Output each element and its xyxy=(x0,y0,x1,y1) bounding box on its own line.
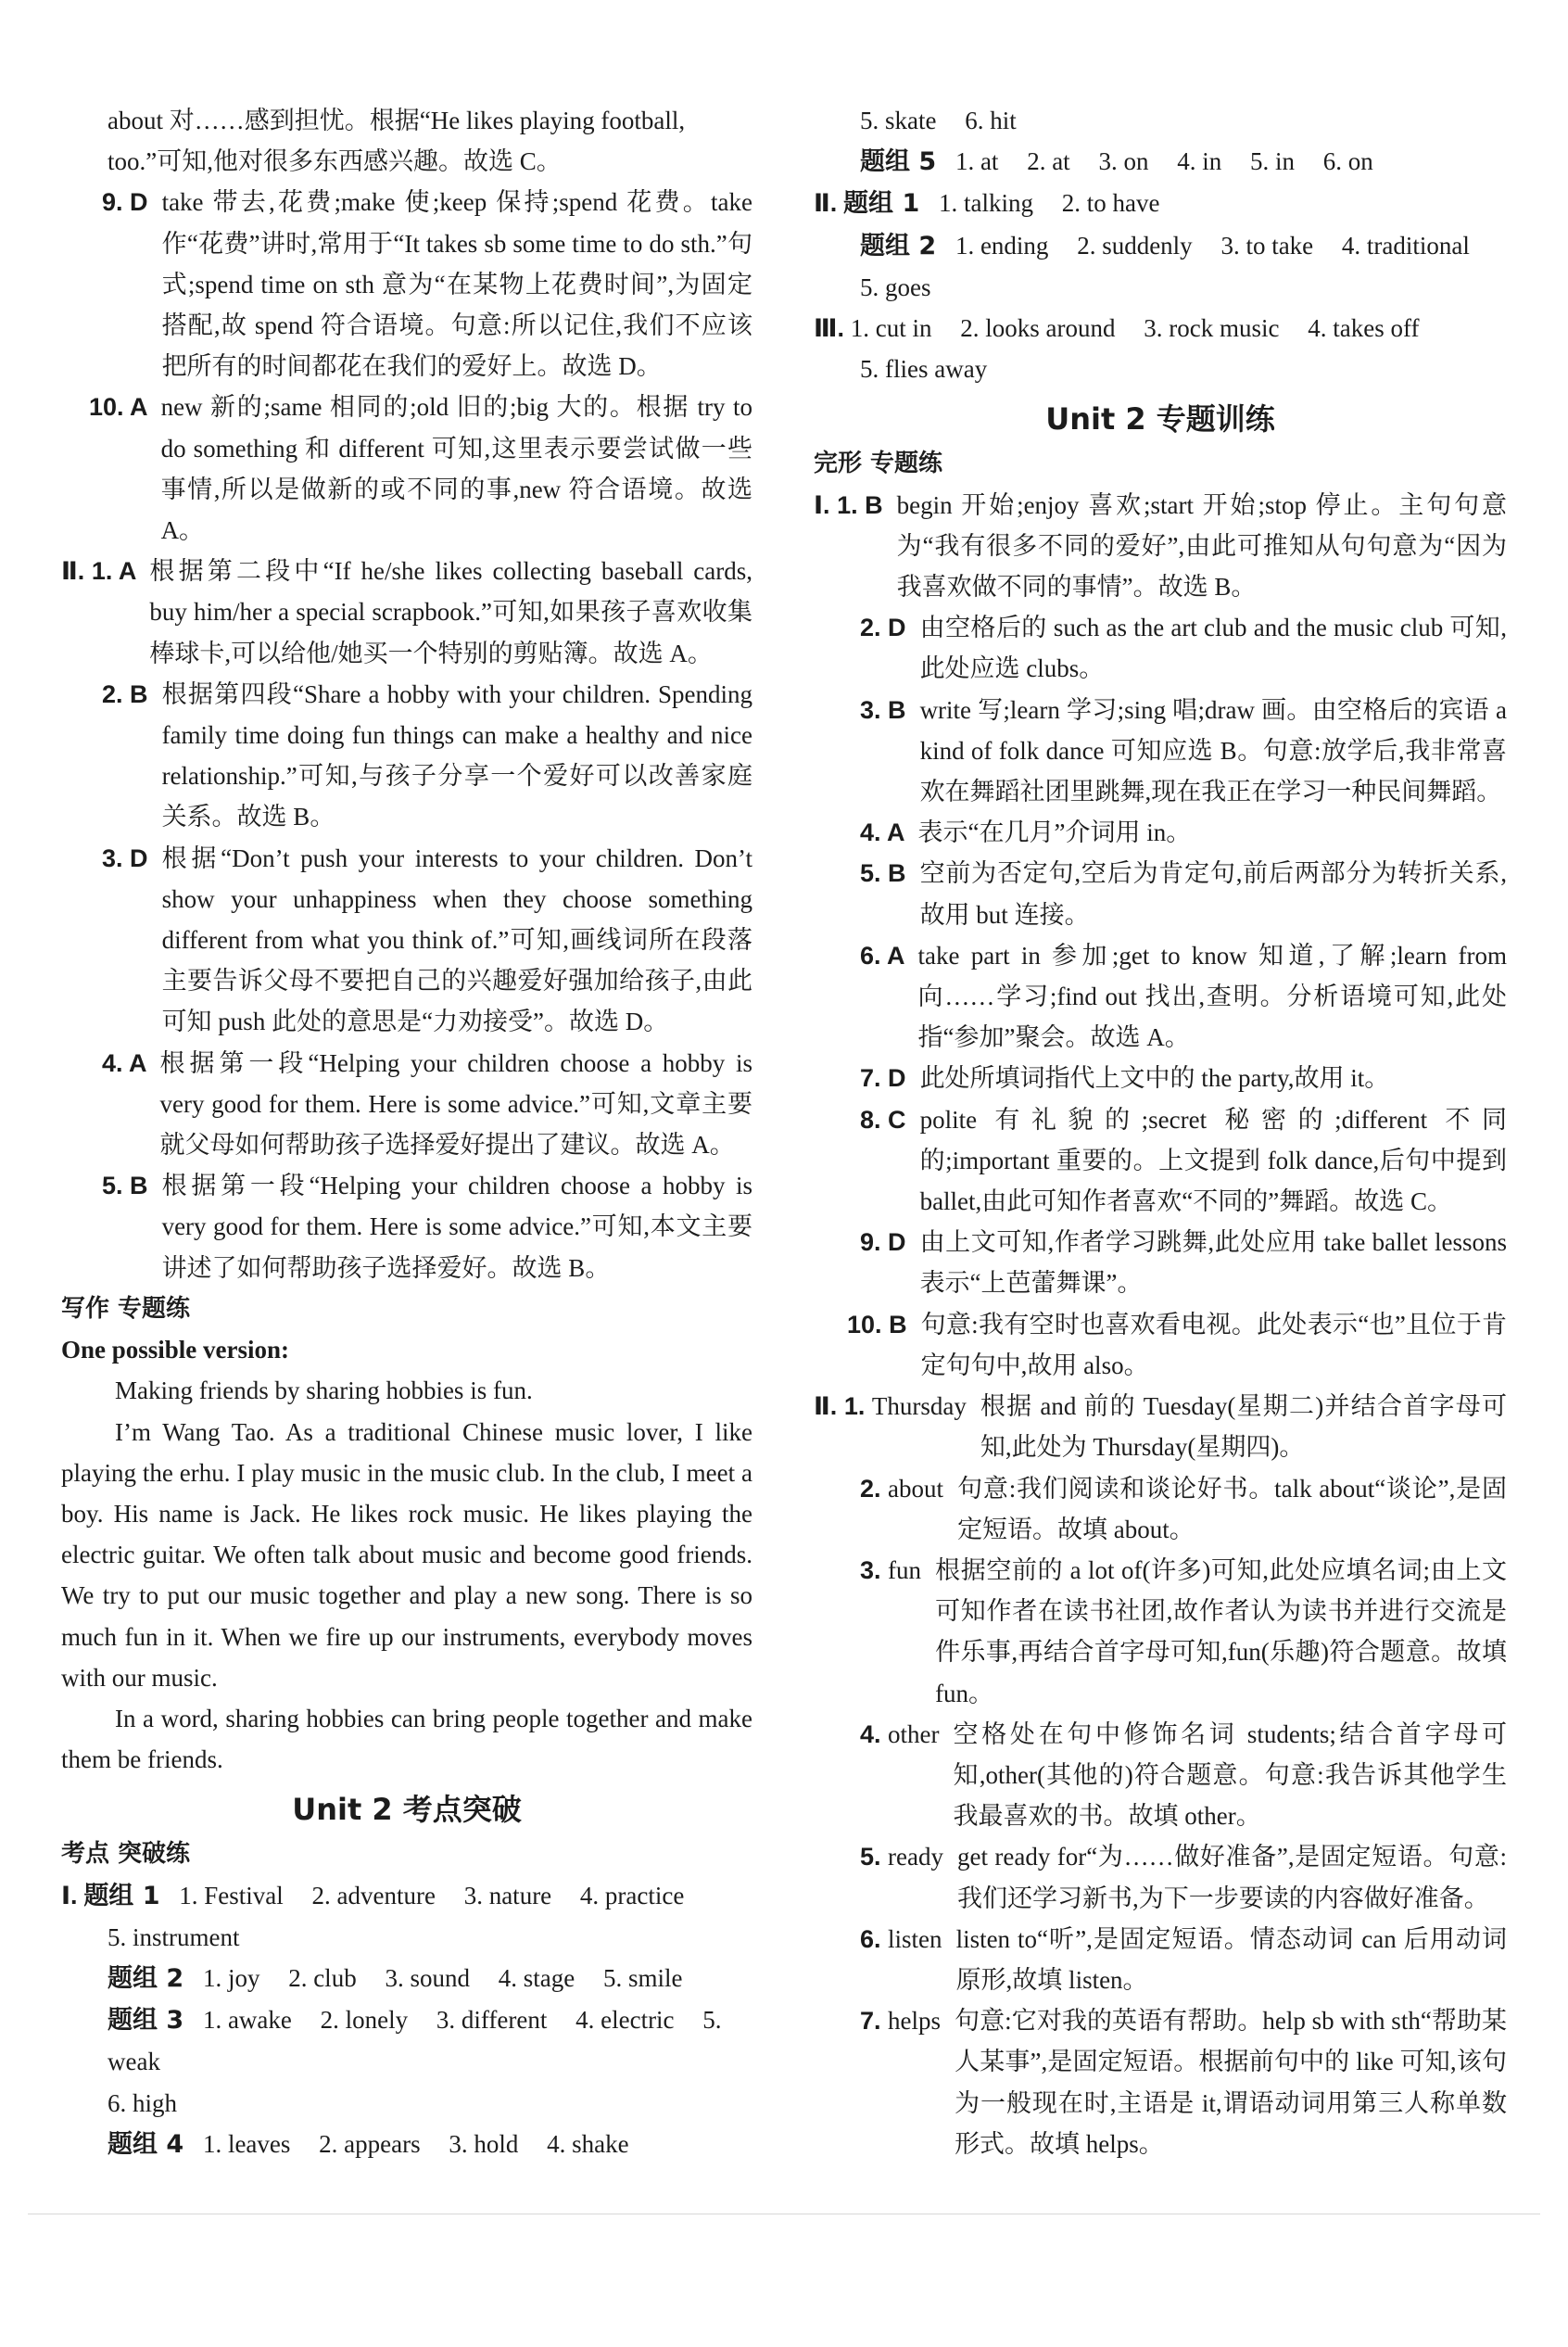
answer-word: 5. in xyxy=(1249,147,1295,176)
answer-word: 4. shake xyxy=(547,2129,629,2158)
cloze-item-5 xyxy=(814,853,1507,934)
essay-paragraph: In a word, sharing hobbies can bring people together and make them be friends. xyxy=(61,1704,752,1774)
item-number: 2. about xyxy=(860,1474,944,1503)
explanation: 根据空前的 a lot of(许多)可知,此处应填名词;由上文可知作者在读书社团,故作者认为读书并进行交流是件乐事,再结合首字母可知,fun(乐趣)符合题意。故填 fun。 xyxy=(935,1555,1507,1707)
section-number: Ⅰ. xyxy=(61,1881,78,1909)
explanation: take 带去,花费;make 使;keep 保持;spend 花费。take 作“花费”讲时,常用于“It takes sb some time to do sth.”句式;spend time on sth 意为“在某物上花费时间”,为固定搭配,故 spend 符合语境。句意:所以记住,我们不应该把所有的时间都花在我们的爱好上。故选 D。 xyxy=(161,188,752,381)
group-label: 题组 4 xyxy=(107,2129,184,2159)
answer-word: 3. on xyxy=(1098,147,1149,176)
explanation: begin 开始;enjoy 喜欢;start 开始;stop 停止。主句句意为“我有很多不同的爱好”,由此可推知从句句意为“因为我喜欢做不同的事情”。故选 B。 xyxy=(896,490,1507,602)
answer-word: 1. joy xyxy=(202,1963,260,1992)
section2-group-2 xyxy=(814,225,1507,267)
group-label: 题组 5 xyxy=(860,147,937,177)
explanation: 根据“Don’t push your interests to your children. Don’t show your unhappiness when they choose something different from what you think of.”可知,画线词所在段落主要告诉父母不要把自己的兴趣爱好强加给孩子,由此可知 push 此处的意思是“力劝接受”。故选 D。 xyxy=(161,844,752,1036)
reading-item-2 xyxy=(61,674,752,838)
explanation: 此处所填词指代上文中的 the party,故用 it。 xyxy=(919,1064,1390,1093)
explanation: 根据第一段“Helping your children choose a hobby is very good for them. Here is some advice.”可知,本文主要讲述了如何帮助孩子选择爱好。故选 B。 xyxy=(161,1172,752,1282)
item-number: 4. A xyxy=(102,1048,146,1077)
item-number: 6. A xyxy=(860,941,904,970)
cloze-item-9 xyxy=(814,1222,1507,1303)
left-column xyxy=(61,100,752,2165)
item-number: 4. A xyxy=(860,818,904,847)
answer-word: 2. lonely xyxy=(320,2006,409,2035)
answer-word: 1. Festival xyxy=(179,1881,284,1909)
answer-word: 3. nature xyxy=(463,1881,552,1909)
item-number: 7. D xyxy=(860,1064,906,1093)
group-label: 题组 3 xyxy=(107,2006,184,2036)
item-number: 2. B xyxy=(102,679,148,708)
answer-word: 4. electric xyxy=(575,2006,675,2035)
section-heading: 完形 专题练 xyxy=(814,450,943,478)
item-number: 4. other xyxy=(860,1719,940,1748)
explanation: 由上文可知,作者学习跳舞,此处应用 take ballet lessons 表示“上芭蕾舞课”。 xyxy=(919,1228,1507,1298)
explanation: 表示“在几月”介词用 in。 xyxy=(917,818,1192,847)
section-heading: 考点 突破练 xyxy=(61,1840,191,1869)
answer-word: 3. different xyxy=(436,2006,548,2035)
fill-item-4 xyxy=(814,1714,1507,1837)
answer-word: 5. instrument xyxy=(107,1922,240,1951)
text-line: about 对……感到担忧。根据“He likes playing football, xyxy=(107,107,686,134)
item-number: 7. helps xyxy=(860,2007,942,2036)
explanation: 由空格后的 such as the art club and the music club 可知,此处应选 clubs。 xyxy=(919,614,1507,683)
unit-title: Unit 2 专题训练 xyxy=(1045,401,1275,438)
cloze-item-8 xyxy=(814,1099,1507,1223)
explanation: get ready for“为……做好准备”,是固定短语。句意:我们还学习新书,为下一步要读的内容做好准备。 xyxy=(957,1843,1507,1912)
group-5 xyxy=(814,141,1507,183)
answer-item-9 xyxy=(61,182,752,387)
group-2 xyxy=(61,1958,752,1999)
group-label: 题组 2 xyxy=(107,1963,184,1993)
item-number: 5. B xyxy=(860,859,906,888)
section2-group-1 xyxy=(814,183,1507,224)
explanation: listen to“听”,是固定短语。情态动词 can 后用动词原形,故填 listen。 xyxy=(955,1924,1507,1994)
reading-item-5 xyxy=(61,1165,752,1288)
section3 xyxy=(814,308,1507,349)
group-label: 题组 1 xyxy=(83,1881,160,1910)
cloze-item-3 xyxy=(814,690,1507,813)
answer-word: 2. club xyxy=(288,1963,357,1992)
fill-item-6 xyxy=(814,1919,1507,2000)
explanation: polite 有礼貌的;secret 秘密的;different 不同的;important 重要的。上文提到 folk dance,后句中提到 ballet,由此可知作者喜欢“不同的”舞蹈。故选 C。 xyxy=(919,1105,1507,1216)
answer-word: 4. in xyxy=(1177,147,1222,176)
item-number: 10. A xyxy=(89,393,147,422)
item-number: 3. D xyxy=(102,844,148,872)
answer-word: 6. hit xyxy=(965,107,1017,134)
fill-item-5 xyxy=(814,1836,1507,1918)
item-number: 9. D xyxy=(860,1228,906,1257)
answer-word: 1. awake xyxy=(202,2006,292,2035)
explanation: write 写;learn 学习;sing 唱;draw 画。由空格后的宾语 a kind of folk dance 可知应选 B。句意:放学后,我非常喜欢在舞蹈社团里跳舞,现在我正在学习一种民间舞蹈。 xyxy=(919,695,1507,806)
answer-word: 2. suddenly xyxy=(1077,231,1193,260)
right-column xyxy=(814,100,1507,2164)
possible-version-label: One possible version: xyxy=(61,1336,290,1364)
answer-word: 6. on xyxy=(1322,147,1373,176)
essay-paragraph: Making friends by sharing hobbies is fun. xyxy=(115,1376,533,1405)
fill-item-7 xyxy=(814,2000,1507,2164)
explanation: take part in 参加;get to know 知道,了解;learn from 向……学习;find out 找出,查明。分析语境可知,此处指“参加”聚会。故选 A。 xyxy=(917,941,1507,1052)
section-number: Ⅱ. xyxy=(814,189,838,218)
section-number: Ⅲ. xyxy=(814,314,845,343)
answer-word: 1. at xyxy=(955,147,999,176)
reading-item-3 xyxy=(61,838,752,1043)
answer-word: 4. takes off xyxy=(1308,314,1420,343)
answer-word: 2. looks around xyxy=(960,314,1116,343)
item-number: 3. B xyxy=(860,695,906,724)
answer-word: 2. to have xyxy=(1061,189,1160,218)
item-number: 9. D xyxy=(102,188,148,217)
item-number: 6. listen xyxy=(860,1924,942,1953)
cloze-item-10 xyxy=(814,1304,1507,1386)
group-1 xyxy=(61,1875,752,1917)
item-number: 3. fun xyxy=(860,1555,922,1584)
answer-word: 1. cut in xyxy=(850,314,932,343)
explanation: 根据第一段“Helping your children choose a hobby is very good for them. Here is some advice.”可知,文章主要就父母如何帮助孩子选择爱好提出了建议。故选 A。 xyxy=(159,1048,752,1160)
answer-word: 3. hold xyxy=(449,2129,519,2158)
explanation: 句意:我有空时也喜欢看电视。此处表示“也”且位于肯定句句中,故用 also。 xyxy=(920,1310,1507,1379)
answer-word: 3. rock music xyxy=(1144,314,1280,343)
explanation: 根据第二段中“If he/she likes collecting baseball cards, buy him/her a special scrapbook.”可知,如果孩子喜欢收集棒球卡,可以给他/她买一个特别的剪贴簿。故选 A。 xyxy=(149,557,752,667)
cloze-item-6 xyxy=(814,935,1507,1059)
group-label: 题组 2 xyxy=(860,231,937,260)
item-number: 10. B xyxy=(847,1310,907,1338)
answer-word: 3. sound xyxy=(385,1963,470,1992)
group-4-continued xyxy=(814,100,1507,141)
writing-heading: 写作 专题练 xyxy=(61,1294,191,1323)
reading-item-1 xyxy=(61,551,752,674)
answer-word: 4. traditional xyxy=(1341,231,1470,260)
cloze-item-1 xyxy=(814,485,1507,608)
answer-word: 1. leaves xyxy=(202,2129,291,2158)
group-label: 题组 1 xyxy=(843,189,920,219)
item-number: 5. ready xyxy=(860,1843,944,1871)
answer-word: 5. weak xyxy=(107,2006,722,2076)
group-4 xyxy=(61,2124,752,2165)
cloze-item-7 xyxy=(814,1058,1507,1098)
answer-word: 6. high xyxy=(107,2088,178,2117)
answer-word: 1. ending xyxy=(955,231,1049,260)
answer-word: 2. at xyxy=(1027,147,1070,176)
explanation: 根据第四段“Share a hobby with your children. Spending family time doing fun things can make a healthy and nice relationship.”可知,与孩子分享一个爱好可以改善家庭关系。故选 B。 xyxy=(161,679,752,831)
section-number: Ⅱ. 1. A xyxy=(61,557,136,586)
item-number: 8. C xyxy=(860,1105,906,1134)
unit-title: Unit 2 考点突破 xyxy=(292,1792,522,1828)
q8-continuation xyxy=(61,100,752,182)
explanation: 空格处在句中修饰名词 students;结合首字母可知,other(其他的)符合题意。句意:我告诉其他学生我最喜欢的书。故填 other。 xyxy=(953,1719,1507,1831)
reading-item-4 xyxy=(61,1043,752,1166)
item-number: Ⅱ. 1. Thursday xyxy=(814,1392,967,1421)
answer-word: 4. stage xyxy=(498,1963,575,1992)
item-number: 2. D xyxy=(860,614,906,642)
answer-word: 5. flies away xyxy=(860,355,988,384)
explanation: 空前为否定句,空后为肯定句,前后两部分为转折关系,故用 but 连接。 xyxy=(919,859,1507,929)
explanation: 句意:我们阅读和谈论好书。talk about“谈论”,是固定短语。故填 about。 xyxy=(957,1474,1507,1543)
item-number: 5. B xyxy=(102,1172,148,1200)
explanation: new 新的;same 相同的;old 旧的;big 大的。根据 try to do something 和 different 可知,这里表示要尝试做一些事情,所以是做新的或不同的事,new 符合语境。故选 A。 xyxy=(160,393,752,545)
answer-item-10 xyxy=(61,387,752,551)
answer-word: 5. goes xyxy=(860,273,931,301)
explanation: 句意:它对我的英语有帮助。help sb with sth“帮助某人某事”,是固定短语。根据前句中的 like 可知,该句为一般现在时,主语是 it,谓语动词用第三人称单数形式。故填 helps。 xyxy=(955,2007,1507,2158)
fill-item-3 xyxy=(814,1550,1507,1714)
group-3 xyxy=(61,1999,752,2082)
sample-essay xyxy=(61,1370,752,1780)
answer-word: 1. talking xyxy=(938,189,1033,218)
text-line: too.”可知,他对很多东西感兴趣。故选 C。 xyxy=(107,147,562,176)
essay-paragraph: I’m Wang Tao. As a traditional Chinese music lover, I like playing the erhu. I play music in the music club. In the club, I meet a boy. His name is Jack. He likes rock music. He likes playing the electric guitar. We often talk about music and become good friends. We try to put our music together and play a new song. There is so much fun in it. When we fire up our instruments, everybody moves with our music. xyxy=(61,1417,752,1692)
answer-word: 2. appears xyxy=(319,2129,421,2158)
item-number: Ⅰ. 1. B xyxy=(814,490,883,519)
cloze-item-2 xyxy=(814,607,1507,689)
cloze-item-4 xyxy=(814,812,1507,853)
answer-word: 4. practice xyxy=(579,1881,685,1909)
fill-item-1 xyxy=(814,1386,1507,1467)
answer-word: 5. smile xyxy=(602,1963,683,1992)
answer-word: 2. adventure xyxy=(311,1881,436,1909)
explanation: 根据 and 前的 Tuesday(星期二)并结合首字母可知,此处为 Thursday(星期四)。 xyxy=(980,1392,1507,1462)
answer-word: 3. to take xyxy=(1220,231,1314,260)
answer-word: 5. skate xyxy=(860,107,937,134)
fill-item-2 xyxy=(814,1468,1507,1550)
